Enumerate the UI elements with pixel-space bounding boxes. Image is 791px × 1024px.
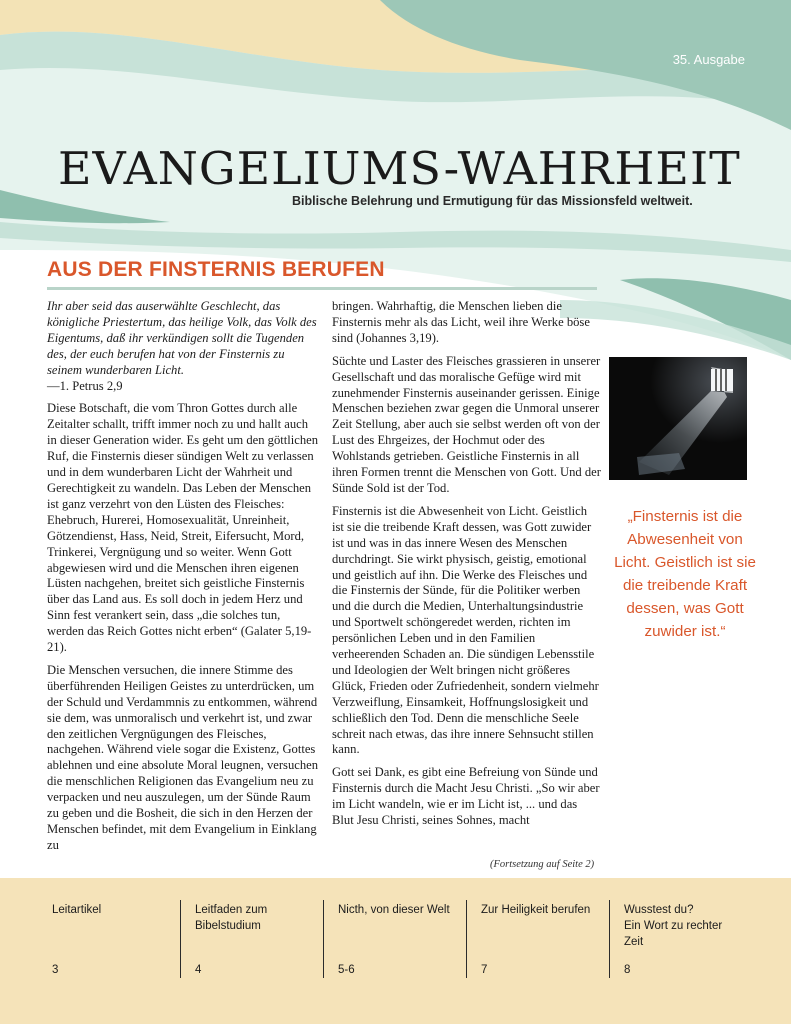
epigraph-reference: —1. Petrus 2,9 xyxy=(47,378,123,393)
toc-item[interactable] xyxy=(323,900,465,978)
continuation-note: (Fortsetzung auf Seite 2) xyxy=(490,859,595,870)
paragraph: bringen. Wahrhaftig, die Menschen lieben die Finsternis mehr als das Licht, weil ihre Werke böse sind (Johannes 3,19). xyxy=(332,299,590,345)
article-title: AUS DER FINSTERNIS BERUFEN xyxy=(47,258,385,281)
paragraph: Die Menschen versuchen, die innere Stimme des überführenden Heiligen Geistes zu unterdrücken, um der Schuld und Verdammnis zu entkommen, während sie dem, was unmoralisch und verkehrt ist, und zwar den zeitlichen Vergnügungen des Fleisches, nachgehen. Während viele sogar die Existenz, Gottes ablehnen und eine absolute Moral leugnen, versuchen die menschlichen Religionen das Evangelium neu zu verpacken und neu auszulegen, um der Sünde Raum zu geben und die Bosheit, die sich in den Herzen der Menschen befindet, mit dem Evangelium in Einklang zu xyxy=(47,662,319,852)
epigraph-text: Ihr aber seid das auserwählte Geschlecht, das königliche Priestertum, das heilige Volk, das Volk des Eigentums, daß ihr verkündigen sollt die Tugenden des, der euch berufen hat von der Finsternis zu seinem wunderbaren Licht. xyxy=(47,299,317,377)
table-of-contents xyxy=(0,878,791,1024)
toc-page: 5-6 xyxy=(338,964,355,976)
toc-item[interactable] xyxy=(38,900,178,978)
toc-label: Leitfaden zum Bibelstudium xyxy=(195,904,268,932)
title-divider xyxy=(47,287,597,290)
newsletter-title: EVANGELIUMS-WAHRHEIT xyxy=(58,142,741,195)
toc-item[interactable] xyxy=(466,900,608,978)
epigraph xyxy=(47,299,319,379)
toc-page: 7 xyxy=(481,964,488,976)
pull-quote: „Finsternis ist die Abwesenheit von Licht. Geistlich ist sie die treibende Kraft dessen, was Gott zuwider ist.“ xyxy=(614,508,756,640)
toc-page: 3 xyxy=(52,964,59,976)
paragraph: Süchte und Laster des Fleisches grassieren in unserer Gesellschaft und das moralische Gefüge wird mit zunehmender Finsternis auseinander gerissen. Einige Menschen beziehen zwar gegen die Unmoral unserer Zeit Stellung, aber auch sie selbst werden oft von der Lust des Ehrgeizes, der Hochmut oder des Wohlstands getrieben. Geistliche Finsternis in all ihren Formen trennt die Menschen von Gott. Und der Sünde Sold ist der Tod. xyxy=(332,353,601,495)
issue-number: 35. Ausgabe xyxy=(672,52,745,67)
toc-label: Zur Heiligkeit berufen xyxy=(481,904,591,916)
paragraph: Gott sei Dank, es gibt eine Befreiung von Sünde und Finsternis durch die Macht Jesu Christi. „So wir aber im Licht wandeln, wie er im Licht ist, ... und das Blut Jesu Christi, seines Sohnes, macht xyxy=(332,765,600,828)
paragraph: Finsternis ist die Abwesenheit von Licht. Geistlich ist sie die treibende Kraft dessen, was Gott zuwider ist und was in das innere Wesen des Menschen durchdringt. Sie wirkt physisch, geistig, emotional und geistlich auf ihn. Die Werke des Fleisches und die Finsternis der Sünde, für die Politiker werben und die durch die Medien, Unterhaltungsindustrie und Sportwelt schöngeredet werden, richten im persönlichen Leben und in den Familien verheerenden Schaden an. Die sündigen Lebensstile und Ideologien der Welt bringen nicht größeres Glück, Frieden oder Zufriedenheit, sondern vielmehr Verzweiflung, Einsamkeit, Hoffnungslosigkeit und schließlich den Tod. Denn die menschliche Seele schreit nach etwas, das ihre innere Sehnsucht stillen kann. xyxy=(332,503,599,757)
article-photo xyxy=(609,357,747,480)
newsletter-tagline: Biblische Belehrung und Ermutigung für das Missionsfeld weltweit. xyxy=(292,194,693,208)
article-column-1 xyxy=(47,299,319,861)
toc-page: 8 xyxy=(624,964,631,976)
article-column-2 xyxy=(332,299,602,836)
paragraph: Diese Botschaft, die vom Thron Gottes durch alle Zeitalter schallt, trifft immer noch zu und hallt auch in dieser Generation wider. Es geht um den göttlichen Ruf, die Finsternis dieser sündigen Welt zu verlassen und in dem wunderbaren Licht der Wahrheit und Gerechtigkeit zu wandeln. Das Leben der Menschen ist ganz verzehrt von den Lüsten des Fleisches: Ehebruch, Hurerei, Homosexualität, Unreinheit, Götzendienst, Hass, Neid, Streit, Eifersucht, Mord, Trinkerei, Vergnügung und so weiter. Wenn Gott abgewiesen wird und die Menschen ihren eigenen Lüsten nachgehen, breitet sich geistliche Finsternis über das Land aus. Es soll doch in jedem Herz und Sinn fest verankert sein, dass „die solches tun, werden das Reich Gottes nicht erben“ (Galater 5,19-21). xyxy=(47,401,319,655)
toc-page: 4 xyxy=(195,964,202,976)
toc-label: Nicth, von dieser Welt xyxy=(338,904,450,916)
toc-item[interactable] xyxy=(180,900,322,978)
light-through-window-image xyxy=(609,357,747,480)
toc-item[interactable] xyxy=(609,900,759,978)
toc-label: Leitartikel xyxy=(52,904,102,916)
toc-label: Wusstest du? Ein Wort zu rechter Zeit xyxy=(624,904,723,948)
